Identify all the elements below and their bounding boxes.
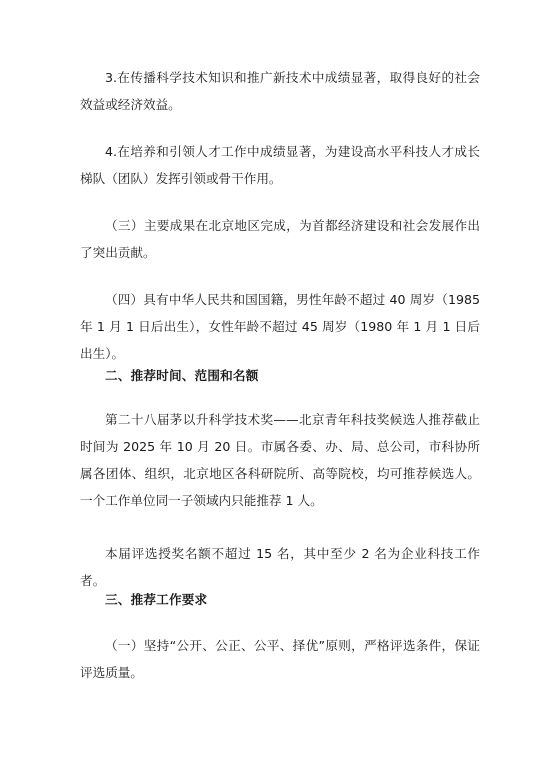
section-heading-2: 二、推荐时间、范围和名额: [105, 368, 259, 383]
paragraph-deadline-scope: 第二十八届茅以升科学技术奖——北京青年科技奖候选人推荐截止时间为 2025 年 10 月 20 日。市属各委、办、局、总公司，市科协所属各团体、组织，北京地区各科研院所、高等院校，均可推荐候选人。一个工作单位同一子领域内只能推荐 1 人。: [80, 412, 480, 508]
paragraph-requirement-3: （三）主要成果在北京地区完成，为首都经济建设和社会发展作出了突出贡献。: [80, 218, 480, 260]
section-heading-3: 三、推荐工作要求: [105, 592, 208, 607]
paragraph-criterion-4: 4.在培养和引领人才工作中成绩显著，为建设高水平科技人才成长梯队（团队）发挥引领或骨干作用。: [80, 144, 480, 186]
paragraph-requirement-4: （四）具有中华人民共和国国籍，男性年龄不超过 40 周岁（1985 年 1 月 1 日后出生），女性年龄不超过 45 周岁（1980 年 1 月 1 日后出生）。: [80, 292, 480, 361]
paragraph-work-req-1: （一）坚持“公开、公正、公平、择优”原则，严格评选条件，保证评选质量。: [80, 638, 480, 680]
paragraph-quota: 本届评选授奖名额不超过 15 名，其中至少 2 名为企业科技工作者。: [80, 546, 480, 588]
paragraph-criterion-3: 3.在传播科学技术知识和推广新技术中成绩显著，取得良好的社会效益或经济效益。: [80, 70, 480, 112]
